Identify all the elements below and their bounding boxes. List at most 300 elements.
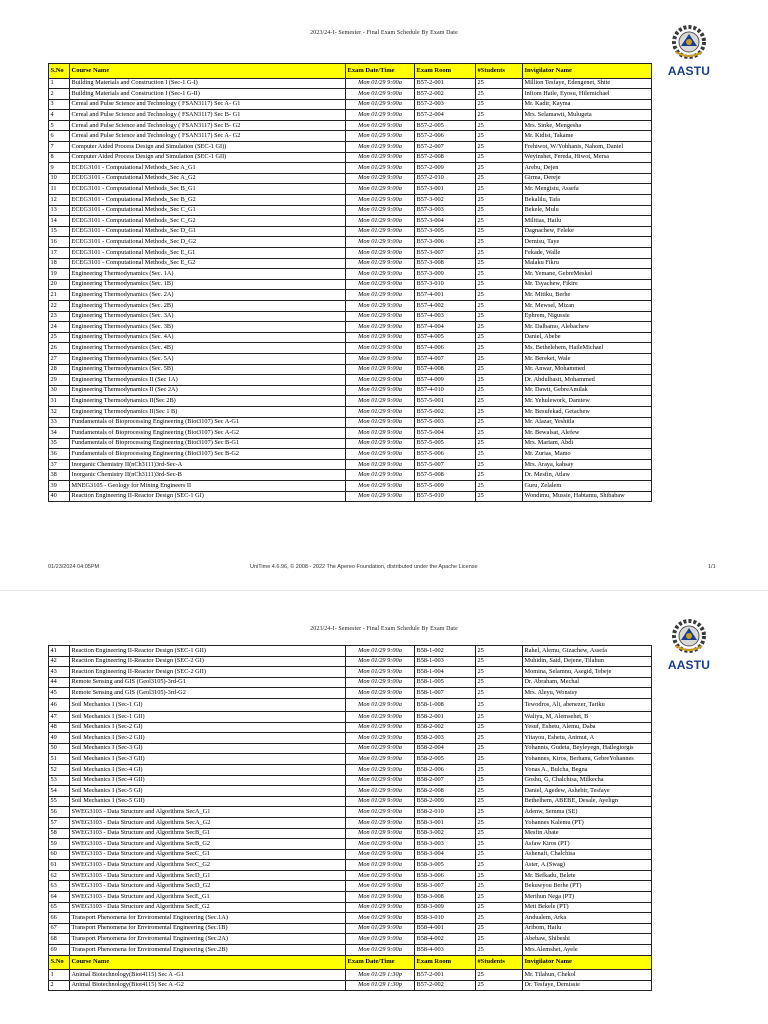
table-row <box>49 300 652 311</box>
cell-sn: 55 <box>49 796 70 807</box>
cell-room: B57-4-001 <box>415 290 476 301</box>
cell-sn: 23 <box>49 311 70 322</box>
cell-students: 25 <box>476 406 523 417</box>
table-row <box>49 258 652 269</box>
gear-emblem-icon <box>664 22 714 64</box>
cell-room: B58-3-003 <box>415 839 476 850</box>
cell-students: 25 <box>476 449 523 460</box>
cell-course: Engineering Thermodynamics (Sec. 3A) <box>70 311 346 322</box>
cell-room: B57-3-005 <box>415 226 476 237</box>
cell-students: 25 <box>476 743 523 754</box>
cell-course: ECEG3101 - Computational Methods_Sec B_G1 <box>70 184 346 195</box>
cell-course: Engineering Thermodynamics (Sec. 5B) <box>70 364 346 375</box>
cell-sn: 8 <box>49 152 70 163</box>
cell-invigilator: Mr. Besufekad, Getachew <box>523 406 652 417</box>
cell-date: Mon 01/29 9:00a <box>346 934 415 945</box>
cell-date: Mon 01/29 9:00a <box>346 945 415 956</box>
cell-students: 25 <box>476 870 523 881</box>
table-row <box>49 353 652 364</box>
table-row <box>49 870 652 881</box>
cell-course: Engineering Thermodynamics (Sec. 3B) <box>70 322 346 333</box>
table-row <box>49 131 652 142</box>
cell-invigilator: Asfaw Kiros (PT) <box>523 839 652 850</box>
cell-date: Mon 01/29 9:00a <box>346 417 415 428</box>
table-row <box>49 322 652 333</box>
cell-sn: 9 <box>49 163 70 174</box>
cell-course: Fundamentals of Bioprocessing Engineering (Biot3107) Sec B-G1 <box>70 438 346 449</box>
cell-invigilator: Mr. Zurias, Mamo <box>523 449 652 460</box>
table-row <box>49 279 652 290</box>
cell-sn: 57 <box>49 817 70 828</box>
cell-date: Mon 01/29 9:00a <box>346 449 415 460</box>
cell-invigilator: Girma, Dereje <box>523 173 652 184</box>
cell-sn: 22 <box>49 300 70 311</box>
cell-invigilator: Mr. Dawit, GebreAmilak <box>523 385 652 396</box>
col-header-course: Course Name <box>70 64 346 79</box>
cell-room: B57-5-003 <box>415 417 476 428</box>
cell-course: SWEG3103 - Data Structure and Algorithms SecE_G1 <box>70 892 346 903</box>
cell-date: Mon 01/29 9:00a <box>346 711 415 722</box>
footer-page-number: 1/1 <box>708 564 716 570</box>
cell-students: 25 <box>476 152 523 163</box>
cell-room: B58-3-008 <box>415 892 476 903</box>
cell-room: B58-3-004 <box>415 849 476 860</box>
cell-sn: 62 <box>49 870 70 881</box>
cell-invigilator: Mrs.Alemshet, Ayele <box>523 945 652 956</box>
cell-sn: 60 <box>49 849 70 860</box>
cell-room: B58-1-007 <box>415 688 476 699</box>
cell-sn: 29 <box>49 375 70 386</box>
cell-course: Cereal and Pulse Science and Technology ( FSAN3117) Sec A- G1 <box>70 99 346 110</box>
cell-date: Mon 01/29 9:00a <box>346 828 415 839</box>
cell-date: Mon 01/29 1:30p <box>346 970 415 981</box>
col-header-students: #Students <box>476 955 523 970</box>
cell-date: Mon 01/29 9:00a <box>346 269 415 280</box>
table-row <box>49 786 652 797</box>
cell-students: 25 <box>476 205 523 216</box>
table-row <box>49 89 652 100</box>
cell-date: Mon 01/29 9:00a <box>346 656 415 667</box>
cell-invigilator: Bekuwyou Berhe (PT) <box>523 881 652 892</box>
col-header-date: Exam Date/Time <box>346 64 415 79</box>
cell-course: ECEG3101 - Computational Methods_Sec D_G1 <box>70 226 346 237</box>
cell-invigilator: Daniel, Abebe <box>523 332 652 343</box>
cell-sn: 28 <box>49 364 70 375</box>
cell-invigilator: Mrs. Aleyu, Wonsisy <box>523 688 652 699</box>
cell-date: Mon 01/29 9:00a <box>346 396 415 407</box>
cell-date: Mon 01/29 9:00a <box>346 491 415 502</box>
cell-date: Mon 01/29 9:00a <box>346 881 415 892</box>
cell-sn: 36 <box>49 449 70 460</box>
col-header-invigilator: Invigilator Name <box>523 955 652 970</box>
table-row <box>49 332 652 343</box>
table-row <box>49 688 652 699</box>
cell-invigilator: Meti Bekele (PT) <box>523 902 652 913</box>
cell-date: Mon 01/29 9:00a <box>346 163 415 174</box>
table-row <box>49 195 652 206</box>
cell-room: B58-2-004 <box>415 743 476 754</box>
cell-room: B57-2-006 <box>415 131 476 142</box>
cell-date: Mon 01/29 9:00a <box>346 860 415 871</box>
cell-room: B57-4-009 <box>415 375 476 386</box>
cell-invigilator: Yonas A., Bulcha, Begna <box>523 764 652 775</box>
cell-students: 25 <box>476 902 523 913</box>
cell-sn: 17 <box>49 248 70 259</box>
table-row <box>49 980 652 991</box>
cell-course: Fundamentals of Bioprocessing Engineering (Biot3107) Sec A-G2 <box>70 428 346 439</box>
cell-invigilator: Dr. Tesfaye, Demissie <box>523 980 652 991</box>
cell-invigilator: Dr. Abraham, Mechal <box>523 677 652 688</box>
cell-students: 25 <box>476 698 523 711</box>
cell-room: B57-5-005 <box>415 438 476 449</box>
col-header-room: Exam Room <box>415 955 476 970</box>
cell-invigilator: Yohannes Kalemu (PT) <box>523 817 652 828</box>
table-row <box>49 237 652 248</box>
cell-students: 25 <box>476 860 523 871</box>
cell-invigilator: Mr. Kadir, Kayma <box>523 99 652 110</box>
cell-course: Reaction Engineering II-Reactor Design (SEC-1 GI) <box>70 491 346 502</box>
cell-students: 25 <box>476 892 523 903</box>
cell-students: 25 <box>476 923 523 934</box>
cell-sn: 64 <box>49 892 70 903</box>
cell-date: Mon 01/29 9:00a <box>346 406 415 417</box>
cell-course: Transport Phenomena for Enviromental Engineering (Sec.1B) <box>70 923 346 934</box>
cell-room: B57-4-010 <box>415 385 476 396</box>
cell-date: Mon 01/29 9:00a <box>346 99 415 110</box>
cell-invigilator: Mr. Tilahun, Chekol <box>523 970 652 981</box>
exam-schedule-table-page-2 <box>48 645 652 991</box>
cell-invigilator: Mr. Anwar, Mohammed <box>523 364 652 375</box>
cell-date: Mon 01/29 9:00a <box>346 807 415 818</box>
cell-room: B57-4-002 <box>415 300 476 311</box>
cell-date: Mon 01/29 9:00a <box>346 677 415 688</box>
logo-wordmark: AASTU <box>667 658 711 672</box>
cell-date: Mon 01/29 9:00a <box>346 364 415 375</box>
cell-room: B58-3-007 <box>415 881 476 892</box>
cell-date: Mon 01/29 9:00a <box>346 152 415 163</box>
cell-course: SWEG3103 - Data Structure and Algorithms SecD_G2 <box>70 881 346 892</box>
table-row <box>49 459 652 470</box>
table-row <box>49 775 652 786</box>
cell-room: B58-4-001 <box>415 923 476 934</box>
cell-room: B57-2-002 <box>415 89 476 100</box>
cell-course: ECEG3101 - Computational Methods_Sec C_G1 <box>70 205 346 216</box>
col-header-invigilator: Invigilator Name <box>523 64 652 79</box>
cell-course: Fundamentals of Bioprocessing Engineering (Biot3107) Sec A-G1 <box>70 417 346 428</box>
cell-room: B57-2-001 <box>415 970 476 981</box>
cell-date: Mon 01/29 9:00a <box>346 817 415 828</box>
cell-course: Remote Sensing and GIS (Geol3105)-3rd-G1 <box>70 677 346 688</box>
cell-date: Mon 01/29 9:00a <box>346 142 415 153</box>
table-row <box>49 163 652 174</box>
cell-room: B57-2-008 <box>415 152 476 163</box>
cell-sn: 26 <box>49 343 70 354</box>
cell-students: 25 <box>476 722 523 733</box>
cell-sn: 1 <box>49 78 70 89</box>
logo-wordmark: AASTU <box>667 64 711 78</box>
cell-students: 25 <box>476 849 523 860</box>
cell-date: Mon 01/29 9:00a <box>346 226 415 237</box>
cell-invigilator: Tewodros, Ali, abenezer, Tariku <box>523 698 652 711</box>
cell-course: SWEG3103 - Data Structure and Algorithms SecA_G2 <box>70 817 346 828</box>
cell-room: B57-3-007 <box>415 248 476 259</box>
cell-room: B57-5-009 <box>415 481 476 492</box>
cell-invigilator: Malaku Fikru <box>523 258 652 269</box>
table-header-row <box>49 64 652 79</box>
cell-date: Mon 01/29 9:00a <box>346 775 415 786</box>
cell-course: Remote Sensing and GIS (Geol3105)-3rd-G2 <box>70 688 346 699</box>
table-row <box>49 248 652 259</box>
cell-invigilator: Frehiwot, W/Yohhanis, Nahom, Daniel <box>523 142 652 153</box>
cell-date: Mon 01/29 9:00a <box>346 667 415 678</box>
cell-sn: 45 <box>49 688 70 699</box>
cell-date: Mon 01/29 1:30p <box>346 980 415 991</box>
cell-sn: 32 <box>49 406 70 417</box>
cell-invigilator: Bekalilu, Tafa <box>523 195 652 206</box>
gear-emblem-icon <box>664 616 714 658</box>
cell-invigilator: Mr. Dalbamo, Alebachew <box>523 322 652 333</box>
cell-room: B57-4-006 <box>415 343 476 354</box>
cell-course: Building Materials and Construction I (Sec-1 G-I) <box>70 78 346 89</box>
table-row <box>49 722 652 733</box>
cell-date: Mon 01/29 9:00a <box>346 237 415 248</box>
cell-sn: 16 <box>49 237 70 248</box>
cell-students: 25 <box>476 711 523 722</box>
cell-invigilator: Mrs. Sinke, Mengesha <box>523 120 652 131</box>
col-header-date: Exam Date/Time <box>346 955 415 970</box>
table-row <box>49 428 652 439</box>
cell-date: Mon 01/29 9:00a <box>346 300 415 311</box>
cell-students: 25 <box>476 120 523 131</box>
table-row <box>49 110 652 121</box>
table-row <box>49 99 652 110</box>
cell-date: Mon 01/29 9:00a <box>346 481 415 492</box>
cell-invigilator: Muhidin, Said, Dejene, Tilahun <box>523 656 652 667</box>
cell-sn: 27 <box>49 353 70 364</box>
aastu-logo <box>664 616 714 672</box>
cell-date: Mon 01/29 9:00a <box>346 131 415 142</box>
cell-course: Engineering Thermodynamics (Sec. 1A) <box>70 269 346 280</box>
cell-date: Mon 01/29 9:00a <box>346 892 415 903</box>
cell-students: 25 <box>476 980 523 991</box>
cell-room: B57-4-005 <box>415 332 476 343</box>
cell-invigilator: Rahel, Alemu, Gizachew, Assefa <box>523 646 652 657</box>
cell-room: B58-4-002 <box>415 934 476 945</box>
cell-students: 25 <box>476 945 523 956</box>
cell-sn: 69 <box>49 945 70 956</box>
table-row <box>49 970 652 981</box>
cell-course: Engineering Thermodynamics (Sec. 4A) <box>70 332 346 343</box>
col-header-room: Exam Room <box>415 64 476 79</box>
cell-invigilator: Mr. Bewalsat, Alefew <box>523 428 652 439</box>
cell-sn: 34 <box>49 428 70 439</box>
cell-sn: 4 <box>49 110 70 121</box>
cell-students: 25 <box>476 311 523 322</box>
cell-sn: 52 <box>49 764 70 775</box>
cell-students: 25 <box>476 216 523 227</box>
cell-room: B58-2-009 <box>415 796 476 807</box>
cell-course: Soil Mechanics I (Sec-4 GII) <box>70 775 346 786</box>
cell-course: Reaction Engineering II-Reactor Design (SEC-2 GII) <box>70 667 346 678</box>
cell-course: Building Materials and Construction I (Sec-1 G-II) <box>70 89 346 100</box>
cell-course: Soil Mechanics I (Sec-2 GI) <box>70 722 346 733</box>
cell-sn: 41 <box>49 646 70 657</box>
cell-students: 25 <box>476 754 523 765</box>
cell-students: 25 <box>476 163 523 174</box>
cell-date: Mon 01/29 9:00a <box>346 205 415 216</box>
cell-room: B57-3-009 <box>415 269 476 280</box>
table-row <box>49 184 652 195</box>
cell-date: Mon 01/29 9:00a <box>346 184 415 195</box>
cell-students: 25 <box>476 89 523 100</box>
table-row <box>49 828 652 839</box>
cell-students: 25 <box>476 332 523 343</box>
cell-date: Mon 01/29 9:00a <box>346 688 415 699</box>
cell-room: B58-2-008 <box>415 786 476 797</box>
cell-date: Mon 01/29 9:00a <box>346 173 415 184</box>
cell-room: B58-1-003 <box>415 656 476 667</box>
cell-room: B57-3-001 <box>415 184 476 195</box>
col-header-sn: S.No <box>49 955 70 970</box>
cell-sn: 30 <box>49 385 70 396</box>
cell-room: B58-3-001 <box>415 817 476 828</box>
cell-course: Engineering Thermodynamics (Sec. 2B) <box>70 300 346 311</box>
cell-course: Soil Mechanics I (Sec-2 GII) <box>70 733 346 744</box>
cell-invigilator: Mesfin Abate <box>523 828 652 839</box>
cell-invigilator: Mr. Tsyachew, Fikire <box>523 279 652 290</box>
table-row <box>49 311 652 322</box>
cell-invigilator: Fekade, Walle <box>523 248 652 259</box>
table-row <box>49 449 652 460</box>
cell-room: B57-2-003 <box>415 99 476 110</box>
table-row <box>49 290 652 301</box>
cell-sn: 10 <box>49 173 70 184</box>
cell-course: Inorganic Chemistry II(nCh3111)3rd-Sec-B <box>70 470 346 481</box>
cell-students: 25 <box>476 226 523 237</box>
cell-invigilator: Dagnachew, Feleke <box>523 226 652 237</box>
cell-invigilator: Andualem, Arka <box>523 913 652 924</box>
cell-invigilator: Dr. Mesfin, Atlaw <box>523 470 652 481</box>
cell-invigilator: Yohannis, Gudeta, Beyleyegn, Hailegiorgis <box>523 743 652 754</box>
cell-sn: 44 <box>49 677 70 688</box>
table-row <box>49 849 652 860</box>
cell-students: 25 <box>476 786 523 797</box>
cell-students: 25 <box>476 290 523 301</box>
cell-invigilator: Militias, Hailu <box>523 216 652 227</box>
cell-invigilator: Arebu, Dejen <box>523 163 652 174</box>
cell-course: Engineering Thermodynamics II (Sec 1A) <box>70 375 346 386</box>
cell-students: 25 <box>476 491 523 502</box>
cell-invigilator: Merihun Nega (PT) <box>523 892 652 903</box>
cell-course: Animal Biotechnology(Biot4115) Sec A -G2 <box>70 980 346 991</box>
cell-course: Soil Mechanics I (Sec-3 GI) <box>70 743 346 754</box>
cell-students: 25 <box>476 934 523 945</box>
cell-room: B57-3-002 <box>415 195 476 206</box>
cell-room: B57-2-007 <box>415 142 476 153</box>
cell-date: Mon 01/29 9:00a <box>346 902 415 913</box>
cell-date: Mon 01/29 9:00a <box>346 786 415 797</box>
cell-room: B57-4-008 <box>415 364 476 375</box>
cell-students: 25 <box>476 269 523 280</box>
cell-room: B58-1-005 <box>415 677 476 688</box>
cell-invigilator: Goshu, G, Chalchisa, Milkecha <box>523 775 652 786</box>
cell-room: B58-3-010 <box>415 913 476 924</box>
table-row <box>49 817 652 828</box>
cell-date: Mon 01/29 9:00a <box>346 754 415 765</box>
cell-date: Mon 01/29 9:00a <box>346 923 415 934</box>
cell-course: ECEG3101 - Computational Methods_Sec C_G2 <box>70 216 346 227</box>
cell-students: 25 <box>476 322 523 333</box>
table-row <box>49 923 652 934</box>
cell-sn: 66 <box>49 913 70 924</box>
cell-sn: 20 <box>49 279 70 290</box>
cell-room: B58-3-005 <box>415 860 476 871</box>
cell-sn: 59 <box>49 839 70 850</box>
cell-sn: 58 <box>49 828 70 839</box>
cell-students: 25 <box>476 807 523 818</box>
cell-room: B57-3-008 <box>415 258 476 269</box>
cell-students: 25 <box>476 110 523 121</box>
table-row <box>49 881 652 892</box>
cell-students: 25 <box>476 913 523 924</box>
cell-date: Mon 01/29 9:00a <box>346 216 415 227</box>
cell-sn: 46 <box>49 698 70 711</box>
table-row <box>49 173 652 184</box>
cell-course: Engineering Thermodynamics (Sec. 1B) <box>70 279 346 290</box>
cell-students: 25 <box>476 775 523 786</box>
cell-invigilator: Wondimu, Mussie, Habtamu, Shibabaw <box>523 491 652 502</box>
table-row <box>49 396 652 407</box>
cell-invigilator: Ms. Bethelehem, HaileMichael <box>523 343 652 354</box>
cell-room: B57-3-003 <box>415 205 476 216</box>
cell-date: Mon 01/29 9:00a <box>346 110 415 121</box>
cell-invigilator: Yitayou, Eshetu, Animut, A <box>523 733 652 744</box>
cell-sn: 33 <box>49 417 70 428</box>
cell-course: Soil Mechanics I (Sec-4 GI) <box>70 764 346 775</box>
cell-students: 25 <box>476 470 523 481</box>
cell-students: 25 <box>476 796 523 807</box>
cell-room: B57-2-009 <box>415 163 476 174</box>
table-row <box>49 152 652 163</box>
cell-invigilator: Ephrem, Nigussie <box>523 311 652 322</box>
cell-room: B57-2-001 <box>415 78 476 89</box>
cell-course: Engineering Thermodynamics II (Sec 2A) <box>70 385 346 396</box>
table-row <box>49 711 652 722</box>
cell-date: Mon 01/29 9:00a <box>346 470 415 481</box>
cell-sn: 37 <box>49 459 70 470</box>
table-row <box>49 269 652 280</box>
table-row <box>49 754 652 765</box>
cell-students: 25 <box>476 459 523 470</box>
cell-room: B57-4-007 <box>415 353 476 364</box>
table-row <box>49 764 652 775</box>
cell-invigilator: Infiom Haile, Eyosu, Hilemichael <box>523 89 652 100</box>
cell-invigilator: Mr. Mengistu, Assefa <box>523 184 652 195</box>
cell-students: 25 <box>476 881 523 892</box>
cell-course: SWEG3103 - Data Structure and Algorithms SecB_G2 <box>70 839 346 850</box>
cell-invigilator: Demisu, Taye <box>523 237 652 248</box>
cell-students: 25 <box>476 195 523 206</box>
cell-course: Computer Aided Process Design and Simulation (SEC-1 GI)) <box>70 142 346 153</box>
cell-invigilator: Weyinshet, Fereda, Hiwot, Mersa <box>523 152 652 163</box>
cell-date: Mon 01/29 9:00a <box>346 332 415 343</box>
table-row <box>49 743 652 754</box>
cell-date: Mon 01/29 9:00a <box>346 764 415 775</box>
cell-sn: 31 <box>49 396 70 407</box>
table-row <box>49 934 652 945</box>
cell-room: B58-1-008 <box>415 698 476 711</box>
cell-sn: 15 <box>49 226 70 237</box>
